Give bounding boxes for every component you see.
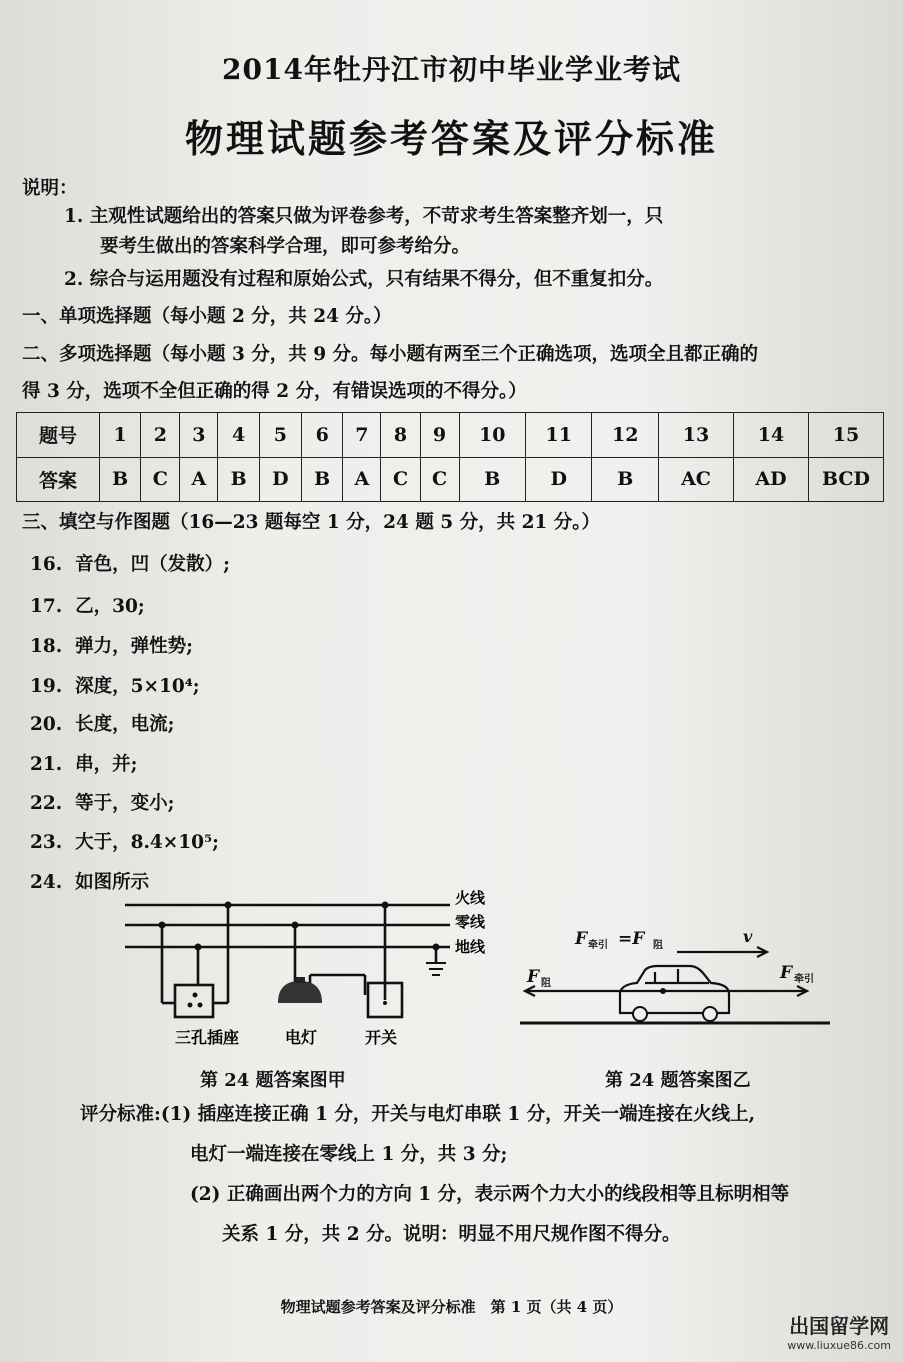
table-cell: B bbox=[459, 457, 525, 502]
table-cell: A bbox=[343, 457, 381, 502]
answer-text: 等于，变小; bbox=[75, 793, 175, 814]
table-cell: BCD bbox=[809, 457, 884, 502]
section-2-heading-cont: 得 3 分，选项不全但正确的得 2 分，有错误选项的不得分。） bbox=[22, 381, 527, 402]
table-cell: 14 bbox=[734, 413, 809, 458]
table-cell: AC bbox=[659, 457, 734, 502]
eq-right-symbol: =F bbox=[618, 929, 645, 949]
answer-text: 深度，5×10⁴; bbox=[75, 676, 200, 697]
watermark-url: www.liuxue86.com bbox=[787, 1339, 891, 1352]
answer-number: 22. bbox=[30, 793, 63, 814]
table-header-cell: 答案 bbox=[17, 457, 100, 502]
answer-key-title: 物理试题参考答案及评分标准 bbox=[184, 116, 718, 161]
grading-criteria-2a: (2) 正确画出两个力的方向 1 分，表示两个力大小的线段相等且标明相等 bbox=[190, 1184, 790, 1205]
grading-criteria-1b: 电灯一端连接在零线上 1 分，共 3 分; bbox=[190, 1144, 508, 1165]
table-cell: B bbox=[218, 457, 259, 502]
table-cell: A bbox=[180, 457, 218, 502]
socket-box bbox=[175, 985, 213, 1017]
table-header-cell: 题号 bbox=[17, 413, 100, 458]
table-cell: 13 bbox=[659, 413, 734, 458]
answer-number: 20. bbox=[30, 714, 63, 735]
table-cell: C bbox=[420, 457, 459, 502]
section-2-heading: 二、多项选择题（每小题 3 分，共 9 分。每小题有两至三个正确选项，选项全且都正确的 bbox=[22, 344, 759, 365]
table-cell: 7 bbox=[343, 413, 381, 458]
answer-text: 乙，30; bbox=[75, 596, 145, 617]
answer-number: 23. bbox=[30, 832, 63, 853]
answer-18 bbox=[30, 632, 193, 658]
site-watermark bbox=[787, 1310, 891, 1352]
table-cell: 10 bbox=[459, 413, 525, 458]
table-row bbox=[17, 413, 884, 458]
table-cell: D bbox=[259, 457, 301, 502]
traction-force-sub: 牵引 bbox=[794, 974, 814, 985]
table-cell: 1 bbox=[100, 413, 141, 458]
answer-text: 大于，8.4×10⁵; bbox=[75, 832, 219, 853]
exam-title: 2014年牡丹江市初中毕业学业考试 bbox=[222, 53, 681, 86]
table-cell: B bbox=[592, 457, 659, 502]
answer-20 bbox=[30, 710, 174, 736]
answer-number: 24. bbox=[30, 872, 63, 893]
socket-label: 三孔插座 bbox=[175, 1028, 240, 1047]
live-wire-label: 火线 bbox=[455, 889, 486, 907]
answer-number: 16. bbox=[30, 554, 63, 575]
answer-text: 如图所示 bbox=[75, 872, 150, 893]
watermark-brand: 出国留学网 bbox=[789, 1314, 890, 1338]
answer-text: 长度，电流; bbox=[75, 714, 175, 735]
intro-note-1a: 1. 主观性试题给出的答案只做为评卷参考，不苛求考生答案整齐划一，只 bbox=[64, 206, 664, 227]
ground-wire-label: 地线 bbox=[455, 938, 486, 956]
section-3-heading: 三、填空与作图题（16—23 题每空 1 分，24 题 5 分，共 21 分。） bbox=[22, 512, 601, 533]
intro-label: 说明： bbox=[22, 178, 78, 199]
table-cell: C bbox=[141, 457, 180, 502]
table-cell: 11 bbox=[526, 413, 592, 458]
answer-number: 18. bbox=[30, 636, 63, 657]
answer-16 bbox=[30, 550, 230, 576]
table-cell: 5 bbox=[259, 413, 301, 458]
grading-criteria-1a bbox=[80, 1100, 755, 1126]
table-cell: B bbox=[100, 457, 141, 502]
answer-number: 19. bbox=[30, 676, 63, 697]
intro-note-2: 2. 综合与运用题没有过程和原始公式，只有结果不得分，但不重复扣分。 bbox=[64, 269, 664, 290]
table-cell: 3 bbox=[180, 413, 218, 458]
force-diagram bbox=[515, 920, 865, 1035]
answer-text: 音色，凹（发散）; bbox=[75, 554, 230, 575]
traction-force-symbol: F bbox=[780, 963, 793, 983]
figure-b-caption: 第 24 题答案图乙 bbox=[605, 1070, 751, 1091]
grading-label: 评分标准: bbox=[80, 1104, 161, 1125]
table-cell: 9 bbox=[420, 413, 459, 458]
figure-a-caption: 第 24 题答案图甲 bbox=[200, 1070, 346, 1091]
grading-criteria-2b: 关系 1 分，共 2 分。说明：明显不用尺规作图不得分。 bbox=[222, 1224, 681, 1245]
answer-22 bbox=[30, 789, 174, 815]
answer-19 bbox=[30, 672, 200, 698]
table-cell: B bbox=[302, 457, 343, 502]
answer-text: 弹力，弹性势; bbox=[75, 636, 193, 657]
lamp-icon bbox=[278, 981, 322, 1003]
table-cell: AD bbox=[734, 457, 809, 502]
answer-17 bbox=[30, 592, 145, 618]
answer-number: 21. bbox=[30, 754, 63, 775]
intro-note-1b: 要考生做出的答案科学合理，即可参考给分。 bbox=[100, 236, 471, 257]
table-cell: 15 bbox=[809, 413, 884, 458]
answer-table bbox=[16, 412, 884, 502]
eq-left-sub: 牵引 bbox=[588, 940, 608, 951]
table-cell: 8 bbox=[381, 413, 420, 458]
table-cell: 4 bbox=[218, 413, 259, 458]
table-cell: D bbox=[526, 457, 592, 502]
answer-text: 串，并; bbox=[75, 754, 138, 775]
answer-23 bbox=[30, 828, 219, 854]
table-cell: 6 bbox=[302, 413, 343, 458]
eq-right-sub: 阻 bbox=[653, 940, 663, 951]
neutral-wire-label: 零线 bbox=[455, 913, 486, 931]
answer-number: 17. bbox=[30, 596, 63, 617]
lamp-label: 电灯 bbox=[285, 1028, 318, 1047]
car-icon bbox=[620, 966, 729, 1013]
grading-text: (1) 插座连接正确 1 分，开关与电灯串联 1 分，开关一端连接在火线上, bbox=[160, 1104, 756, 1125]
table-cell: 12 bbox=[592, 413, 659, 458]
table-cell: 2 bbox=[141, 413, 180, 458]
page-footer: 物理试题参考答案及评分标准 第 1 页（共 4 页） bbox=[280, 1298, 623, 1316]
table-cell: C bbox=[381, 457, 420, 502]
eq-left-symbol: F bbox=[575, 929, 588, 949]
table-row bbox=[17, 457, 884, 502]
switch-label: 开关 bbox=[365, 1028, 398, 1047]
section-1-heading: 一、单项选择题（每小题 2 分，共 24 分。） bbox=[22, 306, 392, 327]
answer-21 bbox=[30, 750, 137, 776]
velocity-symbol: v bbox=[743, 927, 753, 946]
friction-force-sub: 阻 bbox=[541, 978, 551, 989]
friction-force-symbol: F bbox=[527, 967, 540, 987]
circuit-diagram bbox=[120, 885, 520, 1055]
